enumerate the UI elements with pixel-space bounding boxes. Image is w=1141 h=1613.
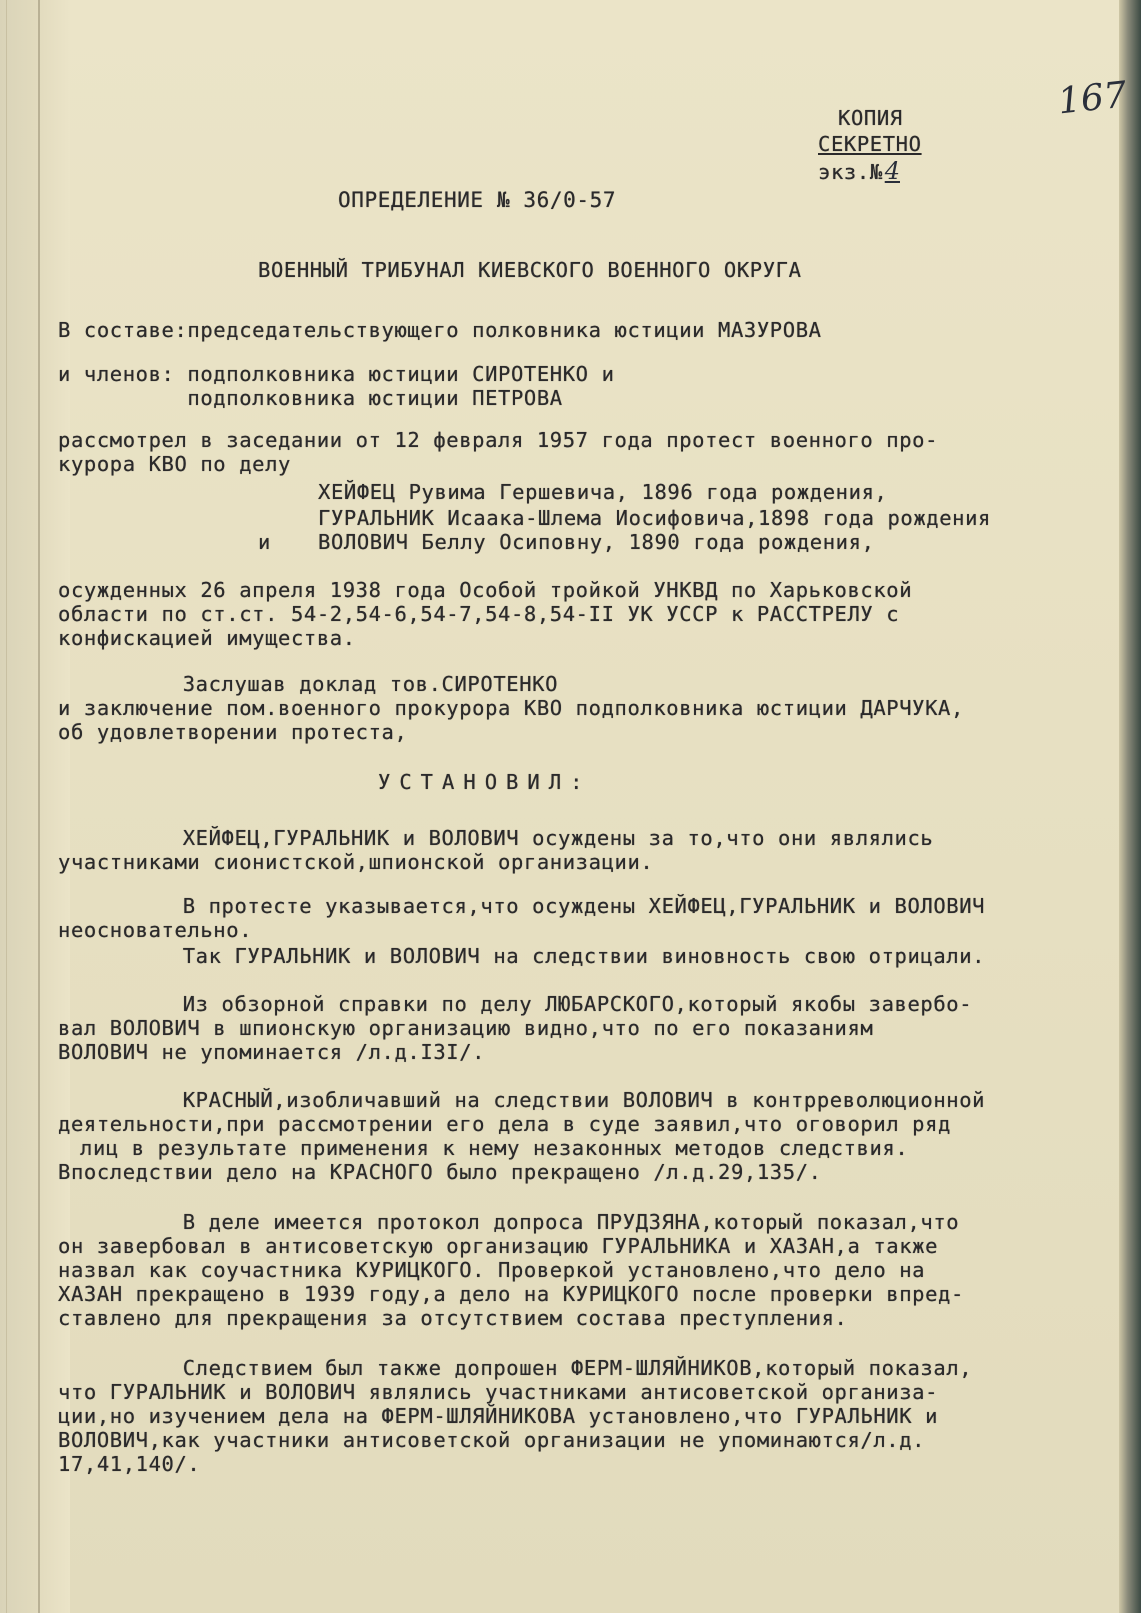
body-line: КРАСНЫЙ,изобличавший на следствии ВОЛОВИЧ в контрреволюционной (118, 1088, 986, 1112)
body-line: ХЕЙФЕЦ,ГУРАЛЬНИК и ВОЛОВИЧ осуждены за то,что они являлись (118, 826, 934, 850)
defendant-conjunction: и (258, 530, 271, 554)
body-line: ВОЛОВИЧ не упоминается /л.д.I3I/. (58, 1040, 486, 1064)
body-line: неосновательно. (58, 918, 253, 942)
composition-line: и членов: подполковника юстиции СИРОТЕНКО и (58, 362, 615, 386)
body-line: что ГУРАЛЬНИК и ВОЛОВИЧ являлись участниками антисоветской организа- (58, 1380, 939, 1404)
defendant-line: ХЕЙФЕЦ Рувима Гершевича, 1896 года рождения, (318, 480, 888, 504)
binding-fold-line (38, 0, 40, 1613)
body-line: ВОЛОВИЧ,как участники антисоветской организации не упоминаются/л.д. (58, 1428, 926, 1452)
considered-line: рассмотрел в заседании от 12 февраля 1957 года протест военного про- (58, 428, 939, 452)
body-line: Из обзорной справки по делу ЛЮБАРСКОГО,который якобы завербо- (118, 992, 973, 1016)
document-title: ОПРЕДЕЛЕНИЕ № 36/0-57 (338, 188, 617, 212)
copy-number-label: экз.№ (818, 160, 883, 184)
body-line: вал ВОЛОВИЧ в шпионскую организацию видно,что по его показаниям (58, 1016, 874, 1040)
considered-line: курора КВО по делу (58, 452, 291, 476)
established-heading: УСТАНОВИЛ: (378, 770, 592, 794)
court-name: ВОЕННЫЙ ТРИБУНАЛ КИЕВСКОГО ВОЕННОГО ОКРУГА (258, 258, 802, 282)
body-line: В деле имеется протокол допроса ПРУДЗЯНА,который показал,что (118, 1210, 960, 1234)
copy-label: КОПИЯ (838, 106, 903, 130)
body-line: Следствием был также допрошен ФЕРМ-ШЛЯЙНИКОВ,который показал, (118, 1356, 973, 1380)
body-line: ставлено для прекращения за отсутствием состава преступления. (58, 1306, 848, 1330)
heard-line: об удовлетворении протеста, (58, 720, 408, 744)
defendant-line: ГУРАЛЬНИК Исаака-Шлема Иосифовича,1898 года рождения (318, 506, 991, 530)
body-line: участниками сионистской,шпионской организации. (58, 850, 654, 874)
body-line: назвал как соучастника КУРИЦКОГО. Проверкой установлено,что дело на (58, 1258, 926, 1282)
conviction-line: конфискацией имущества. (58, 626, 356, 650)
folio-number: 167 (1056, 74, 1129, 123)
heard-line: Заслушав доклад тов.СИРОТЕНКО (118, 672, 559, 696)
body-line: В протесте указывается,что осуждены ХЕЙФЕЦ,ГУРАЛЬНИК и ВОЛОВИЧ (118, 894, 986, 918)
body-line: ции,но изучением дела на ФЕРМ-ШЛЯЙНИКОВА установлено,что ГУРАЛЬНИК и (58, 1404, 939, 1428)
body-line: деятельности,при рассмотрении его дела в суде заявил,что оговорил ряд (58, 1112, 952, 1136)
defendant-line: ВОЛОВИЧ Беллу Осиповну, 1890 года рождения, (318, 530, 875, 554)
page-edge-shadow (1119, 0, 1141, 1613)
composition-line: подполковника юстиции ПЕТРОВА (58, 386, 563, 410)
body-line: он завербовал в антисоветскую организацию ГУРАЛЬНИКА и ХАЗАН,а также (58, 1234, 939, 1258)
body-line: Так ГУРАЛЬНИК и ВОЛОВИЧ на следствии виновность свою отрицали. (118, 944, 986, 968)
binding-margin (0, 0, 70, 1613)
copy-number-handwritten: 4 (884, 157, 900, 185)
composition-line: В составе:председательствующего полковника юстиции МАЗУРОВА (58, 318, 822, 342)
binding-edge-line (6, 0, 7, 1613)
conviction-line: осужденных 26 апреля 1938 года Особой тройкой УНКВД по Харьковской (58, 578, 913, 602)
copy-number-line (818, 157, 900, 185)
secret-label: СЕКРЕТНО (818, 132, 922, 156)
body-line: 17,41,140/. (58, 1452, 201, 1476)
body-line: ХАЗАН прекращено в 1939 году,а дело на КУРИЦКОГО после проверки впред- (58, 1282, 964, 1306)
body-line: Впоследствии дело на КРАСНОГО было прекращено /л.д.29,135/. (58, 1160, 822, 1184)
conviction-line: области по ст.ст. 54-2,54-6,54-7,54-8,54-II УК УССР к РАССТРЕЛУ с (58, 602, 900, 626)
heard-line: и заключение пом.военного прокурора КВО подполковника юстиции ДАРЧУКА, (58, 696, 964, 720)
body-line: лиц в результате применения к нему незаконных методов следствия. (80, 1136, 909, 1160)
